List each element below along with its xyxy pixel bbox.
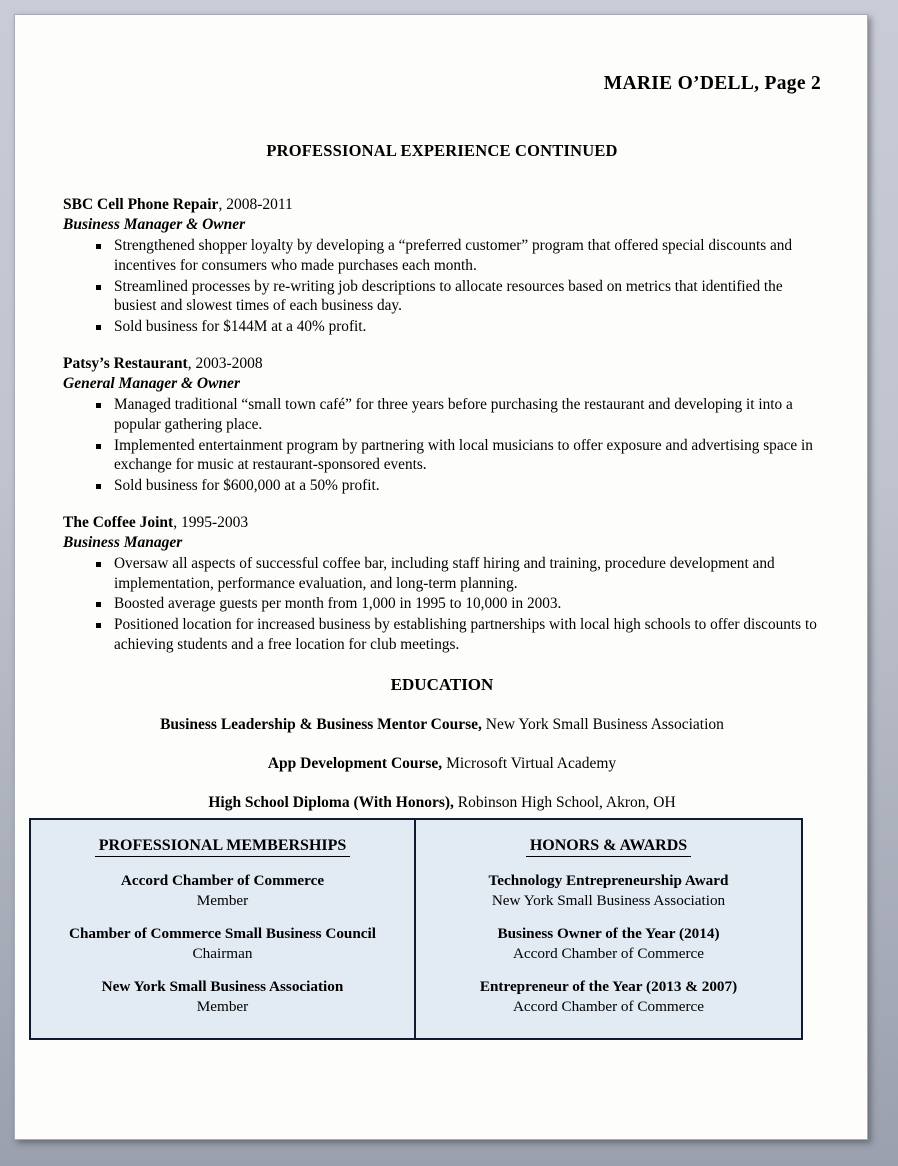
experience-bullet-item bbox=[63, 236, 821, 276]
education-entry-list bbox=[63, 716, 821, 812]
square-bullet-icon bbox=[96, 285, 101, 290]
experience-bullet-text: Positioned location for increased business by establishing partnerships with local high schools to offer discounts to achieving students and a free location for club meetings. bbox=[114, 616, 817, 654]
honor-award-name: Entrepreneur of the Year (2013 & 2007) bbox=[479, 977, 738, 995]
experience-company-line bbox=[63, 513, 821, 533]
experience-job-title: General Manager & Owner bbox=[63, 374, 240, 392]
honor-award-name: Business Owner of the Year (2014) bbox=[497, 924, 720, 942]
experience-bullet-text: Implemented entertainment program by partnering with local musicians to offer exposure and advertising space in exchange for music at restaurant-sponsored events. bbox=[114, 436, 813, 474]
experience-bullet-text: Managed traditional “small town café” for three years before purchasing the restaurant and developing it into a popular gathering place. bbox=[114, 395, 793, 433]
education-entry-institution: Microsoft Virtual Academy bbox=[442, 754, 617, 772]
education-heading: EDUCATION bbox=[390, 674, 494, 694]
table-row bbox=[426, 924, 791, 964]
experience-company-line bbox=[63, 195, 821, 215]
experience-bullet-list bbox=[63, 395, 821, 496]
experience-bullet-item bbox=[63, 476, 821, 496]
square-bullet-icon bbox=[96, 602, 101, 607]
experience-bullet-item bbox=[63, 594, 821, 614]
honors-entry-list bbox=[426, 871, 791, 1016]
resume-page bbox=[14, 14, 868, 1140]
experience-bullet-item bbox=[63, 317, 821, 337]
honors-awards-column bbox=[416, 820, 801, 1038]
education-section bbox=[63, 675, 821, 812]
square-bullet-icon bbox=[96, 623, 101, 628]
experience-company-name: Patsy’s Restaurant bbox=[63, 354, 188, 372]
experience-entry bbox=[63, 195, 821, 337]
experience-bullet-list bbox=[63, 236, 821, 337]
education-entry-program: Business Leadership & Business Mentor Course, bbox=[160, 715, 482, 733]
honor-award-issuer: Accord Chamber of Commerce bbox=[512, 997, 705, 1015]
membership-role: Member bbox=[196, 997, 249, 1015]
professional-memberships-column bbox=[31, 820, 416, 1038]
experience-dates: , 2003-2008 bbox=[187, 354, 263, 372]
experience-bullet-text: Sold business for $600,000 at a 50% profit. bbox=[114, 477, 380, 495]
experience-job-title: Business Manager & Owner bbox=[63, 215, 246, 233]
table-row bbox=[426, 977, 791, 1017]
membership-organization: Accord Chamber of Commerce bbox=[120, 872, 325, 889]
experience-company-line bbox=[63, 354, 821, 374]
experience-job-title: Business Manager bbox=[63, 533, 183, 551]
memberships-honors-table bbox=[29, 818, 803, 1040]
square-bullet-icon bbox=[96, 403, 101, 408]
square-bullet-icon bbox=[96, 244, 101, 249]
experience-entry bbox=[63, 354, 821, 496]
experience-company-name: SBC Cell Phone Repair bbox=[63, 196, 219, 213]
square-bullet-icon bbox=[96, 484, 101, 489]
experience-bullet-item bbox=[63, 554, 821, 594]
experience-bullet-text: Sold business for $144M at a 40% profit. bbox=[114, 318, 367, 336]
table-row bbox=[426, 871, 791, 911]
honors-awards-heading: HONORS & AWARDS bbox=[526, 837, 691, 857]
education-entry bbox=[63, 755, 821, 773]
square-bullet-icon bbox=[96, 325, 101, 330]
education-entry-program: App Development Course, bbox=[267, 754, 443, 772]
square-bullet-icon bbox=[96, 444, 101, 449]
experience-bullet-text: Oversaw all aspects of successful coffee bar, including staff hiring and training, procedure development and implementation, performance evaluation, and long-term planning. bbox=[114, 554, 775, 592]
experience-bullet-list bbox=[63, 554, 821, 655]
membership-organization: Chamber of Commerce Small Business Council bbox=[69, 924, 376, 942]
honor-award-issuer: New York Small Business Association bbox=[491, 892, 726, 910]
table-row bbox=[41, 871, 404, 911]
education-entry bbox=[63, 716, 821, 734]
square-bullet-icon bbox=[96, 562, 101, 567]
experience-bullet-text: Streamlined processes by re-writing job descriptions to allocate resources based on metrics that identified the busiest and slowest times of each business day. bbox=[114, 277, 783, 315]
education-entry-program: High School Diploma (With Honors), bbox=[208, 793, 454, 811]
professional-experience-section bbox=[63, 195, 821, 655]
experience-bullet-item bbox=[63, 395, 821, 435]
education-entry-institution: Robinson High School, Akron, OH bbox=[453, 793, 676, 811]
honor-award-name: Technology Entrepreneurship Award bbox=[488, 872, 729, 889]
membership-role: Chairman bbox=[192, 944, 253, 962]
experience-dates: , 2008-2011 bbox=[218, 196, 293, 213]
professional-memberships-heading: PROFESSIONAL MEMBERSHIPS bbox=[95, 837, 351, 857]
education-entry-institution: New York Small Business Association bbox=[481, 715, 724, 733]
page-header-name: MARIE O’DELL, Page 2 bbox=[603, 73, 821, 94]
membership-organization: New York Small Business Association bbox=[101, 977, 344, 995]
memberships-entry-list bbox=[41, 871, 404, 1016]
membership-role: Member bbox=[196, 892, 249, 910]
experience-bullet-item bbox=[63, 436, 821, 476]
table-row bbox=[41, 924, 404, 964]
experience-bullet-text: Strengthened shopper loyalty by developing a “preferred customer” program that offered special discounts and incentives for consumers who made purchases each month. bbox=[114, 236, 793, 274]
experience-bullet-text: Boosted average guests per month from 1,000 in 1995 to 10,000 in 2003. bbox=[114, 595, 562, 613]
experience-entry bbox=[63, 513, 821, 655]
honor-award-issuer: Accord Chamber of Commerce bbox=[512, 944, 705, 962]
experience-dates: , 1995-2003 bbox=[173, 513, 249, 531]
education-entry bbox=[63, 794, 821, 812]
section-title-professional-experience: PROFESSIONAL EXPERIENCE CONTINUED bbox=[266, 141, 618, 160]
experience-bullet-item bbox=[63, 277, 821, 317]
experience-company-name: The Coffee Joint bbox=[63, 513, 174, 531]
experience-bullet-item bbox=[63, 615, 821, 655]
table-row bbox=[41, 977, 404, 1017]
